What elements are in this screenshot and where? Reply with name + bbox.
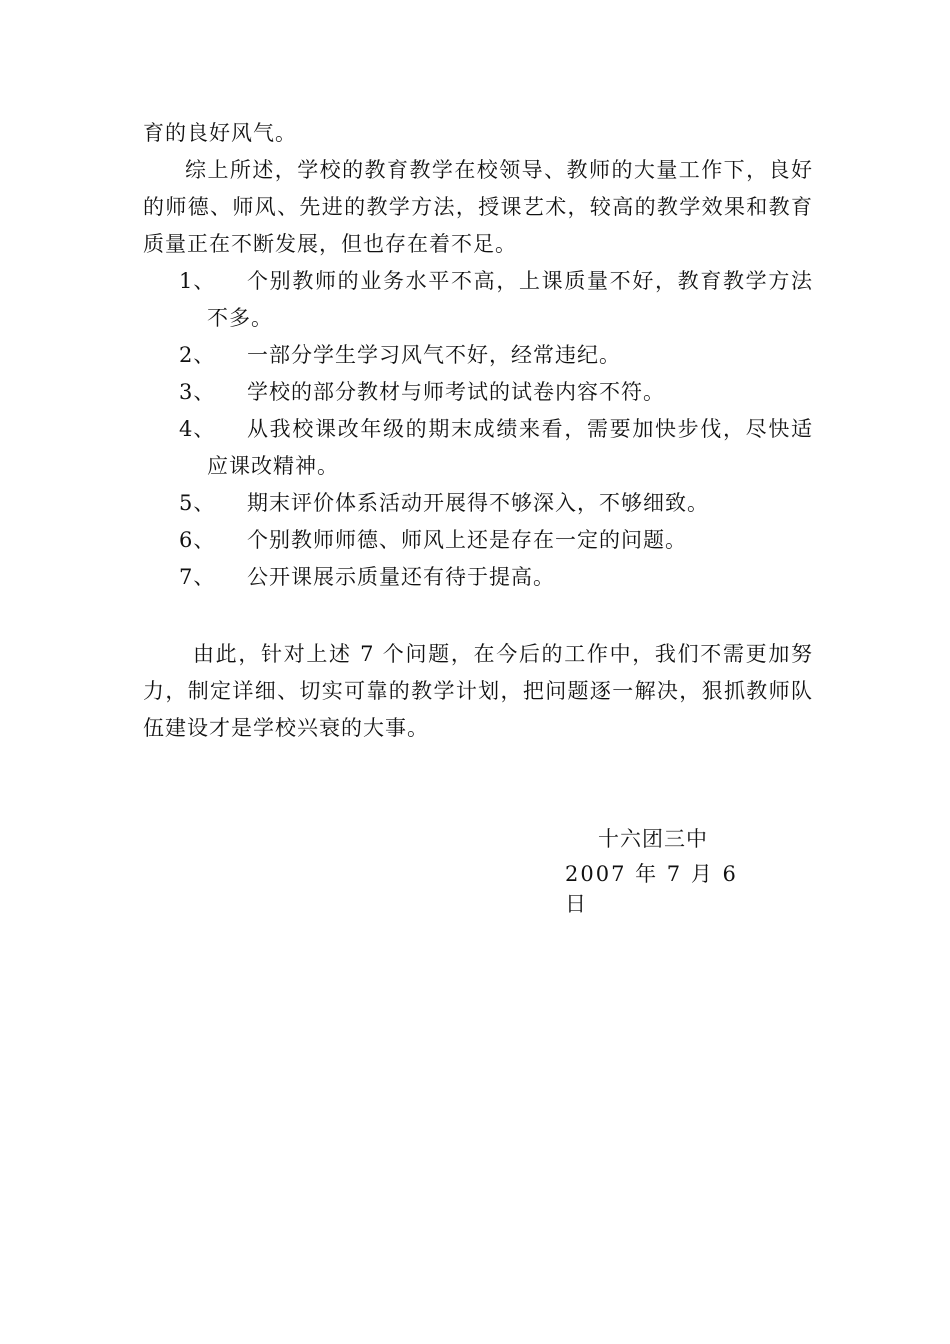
issue-number: 4、 bbox=[179, 417, 216, 441]
issue-item bbox=[143, 559, 813, 596]
continuation-paragraph: 育的良好风气。 bbox=[143, 121, 297, 145]
issue-item bbox=[143, 411, 813, 485]
issue-item bbox=[143, 374, 813, 411]
issue-number: 6、 bbox=[179, 528, 216, 552]
issue-number: 2、 bbox=[179, 343, 216, 367]
conclusion-paragraph: 由此，针对上述 7 个问题，在今后的工作中，我们不需更加努力，制定详细、切实可靠的教学计划，把问题逐一解决，狠抓教师队伍建设才是学校兴衰的大事。 bbox=[143, 642, 813, 740]
signature-organization: 十六团三中 bbox=[598, 827, 708, 851]
issue-text: 公开课展示质量还有待于提高。 bbox=[247, 565, 555, 589]
issue-number: 5、 bbox=[179, 491, 216, 515]
signature-date: 2007 年 7 月 6 日 bbox=[565, 862, 738, 916]
issue-item bbox=[143, 263, 813, 337]
issue-text: 个别教师的业务水平不高，上课质量不好，教育教学方法不多。 bbox=[207, 269, 813, 330]
issue-text: 一部分学生学习风气不好，经常违纪。 bbox=[247, 343, 621, 367]
issue-item bbox=[143, 485, 813, 522]
issue-item bbox=[143, 337, 813, 374]
issue-text: 个别教师师德、师风上还是存在一定的问题。 bbox=[247, 528, 687, 552]
issue-list bbox=[143, 263, 813, 596]
issue-item bbox=[143, 522, 813, 559]
issue-text: 学校的部分教材与师考试的试卷内容不符。 bbox=[247, 380, 665, 404]
issue-text: 从我校课改年级的期末成绩来看，需要加快步伐，尽快适应课改精神。 bbox=[207, 417, 813, 478]
issue-number: 7、 bbox=[179, 565, 216, 589]
issue-number: 3、 bbox=[179, 380, 216, 404]
issue-number: 1、 bbox=[179, 269, 216, 293]
issue-text: 期末评价体系活动开展得不够深入，不够细致。 bbox=[247, 491, 709, 515]
summary-paragraph: 综上所述，学校的教育教学在校领导、教师的大量工作下，良好的师德、师风、先进的教学方法，授课艺术，较高的教学效果和教育质量正在不断发展，但也存在着不足。 bbox=[143, 158, 813, 256]
